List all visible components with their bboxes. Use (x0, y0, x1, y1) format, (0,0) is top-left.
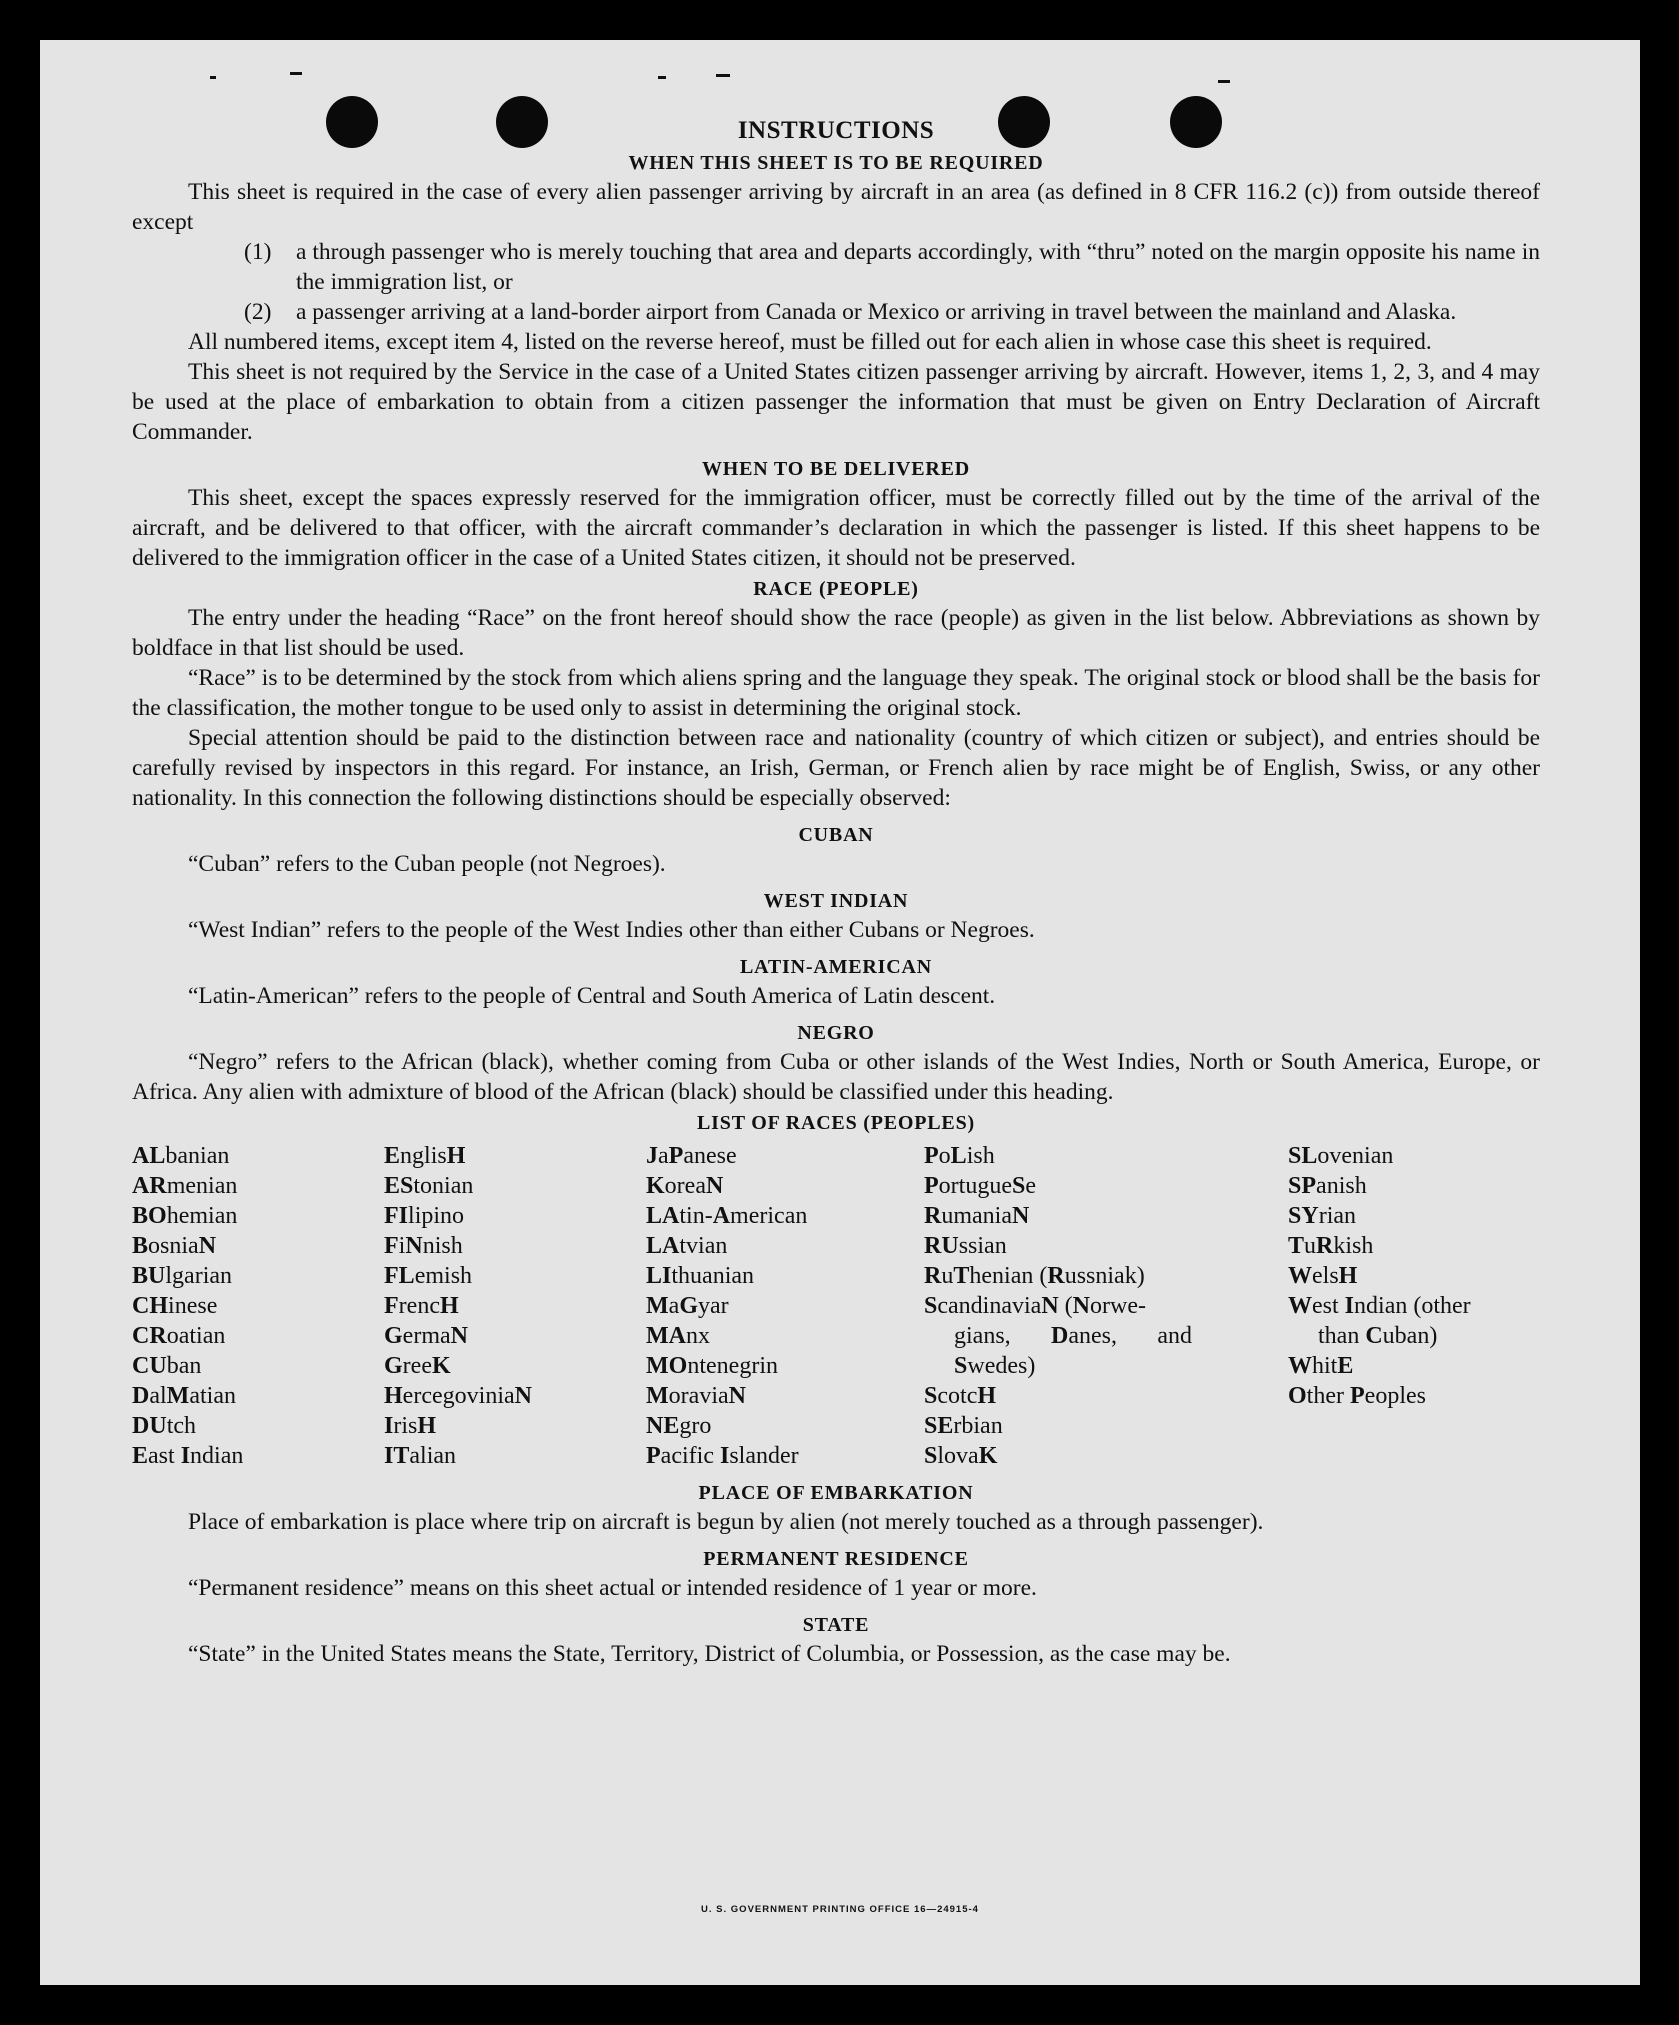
race-entry: SlovaK (924, 1443, 998, 1469)
race-entry: FrencH (384, 1293, 459, 1319)
definition-text: “Negro” refers to the African (black), whether coming from Cuba or other islands of the West Indies, North or South America, Europe, or Africa. Any alien with admixture of blood of the African (black) should be classified under this heading. (132, 1049, 1540, 1105)
race-entry: ARmenian (132, 1173, 238, 1199)
races-column (132, 1141, 384, 1471)
paragraph: This sheet is required in the case of every alien passenger arriving by aircraft in an area (as defined in 8 CFR 116.2 (c)) from outside thereof except (132, 179, 1540, 235)
print-speck (658, 76, 666, 79)
races-column (1288, 1141, 1538, 1471)
definition-heading: WEST INDIAN (763, 890, 909, 912)
print-speck (290, 72, 302, 75)
section-heading: WHEN THIS SHEET IS TO BE REQUIRED (628, 152, 1044, 174)
list-item (244, 297, 1540, 327)
definition-text: “Cuban” refers to the Cuban people (not Negroes). (188, 851, 666, 877)
paragraph: The entry under the heading “Race” on the front hereof should show the race (people) as given in the list below. Abbreviations as shown by boldface in that list should be used. (132, 605, 1540, 661)
section-heading: WHEN TO BE DELIVERED (701, 458, 971, 480)
race-entry: NEgro (646, 1413, 712, 1439)
paragraph: This sheet is not required by the Service in the case of a United States citizen passenger arriving by aircraft. However, items 1, 2, 3, and 4 may be used at the place of embarkation to obtain from a citizen passenger the information that must be given on Entry Declaration of Aircraft Commander. (132, 359, 1540, 445)
races-column (646, 1141, 924, 1471)
print-speck (1218, 80, 1230, 83)
races-list-heading: LIST OF RACES (PEOPLES) (697, 1112, 975, 1134)
definition-heading: CUBAN (798, 824, 874, 846)
printer-imprint: U. S. GOVERNMENT PRINTING OFFICE 16—24915-4 (701, 1904, 979, 1915)
race-entry: RUssian (924, 1233, 1007, 1259)
race-entry: IrisH (384, 1413, 437, 1439)
definition-text: “Latin-American” refers to the people of Central and South America of Latin descent. (188, 983, 996, 1009)
item-number: (1) (244, 239, 272, 265)
race-entry: GreeK (384, 1353, 451, 1379)
race-entry: BosniaN (132, 1233, 217, 1259)
race-entry: MaGyar (646, 1293, 729, 1319)
paragraph: All numbered items, except item 4, listed on the reverse hereof, must be filled out for each alien in whose case this sheet is required. (188, 329, 1432, 355)
race-entry: than Cuban) (1318, 1323, 1438, 1349)
race-entry: LAtin-American (646, 1203, 808, 1229)
section-heading: RACE (PEOPLE) (753, 578, 919, 600)
item-text: a through passenger who is merely touching that area and departs accordingly, with “thru” noted on the margin opposite his name in the immigration list, or (296, 239, 1540, 295)
race-entry: GermaN (384, 1323, 468, 1349)
race-entry: ITalian (384, 1443, 457, 1469)
paragraph: Place of embarkation is place where trip on aircraft is begun by alien (not merely touched as a through passenger). (188, 1509, 1264, 1535)
race-entry: DUtch (132, 1413, 197, 1439)
race-entry: ALbanian (132, 1143, 230, 1169)
races-list (132, 1141, 1540, 1471)
race-entry: West Indian (other (1288, 1293, 1471, 1319)
races-column (924, 1141, 1288, 1471)
race-entry: CHinese (132, 1293, 218, 1319)
race-entry: WhitE (1288, 1353, 1354, 1379)
race-entry: PortugueSe (924, 1173, 1037, 1199)
section-heading: STATE (802, 1614, 870, 1636)
race-entry: SPanish (1288, 1173, 1367, 1199)
race-entry: LIthuanian (646, 1263, 755, 1289)
races-column (384, 1141, 646, 1471)
race-entry: ScotcH (924, 1383, 997, 1409)
race-entry: RuThenian (Russniak) (924, 1263, 1145, 1289)
race-entry: CRoatian (132, 1323, 226, 1349)
paragraph: This sheet, except the spaces expressly reserved for the immigration officer, must be correctly filled out by the time of the arrival of the aircraft, and be delivered to that officer, with the aircraft commander’s declaration in which the passenger is listed. If this sheet happens to be delivered to the immigration officer in the case of a United States citizen, it should not be preserved. (132, 485, 1540, 571)
race-entry: MAnx (646, 1323, 710, 1349)
race-entry: MoraviaN (646, 1383, 746, 1409)
race-entry: Swedes) (954, 1353, 1036, 1379)
race-entry: CUban (132, 1353, 202, 1379)
paragraph: “Permanent residence” means on this sheet actual or intended residence of 1 year or more. (188, 1575, 1037, 1601)
race-entry: Other Peoples (1288, 1383, 1426, 1409)
document-page (40, 40, 1640, 1985)
race-entry: SErbian (924, 1413, 1003, 1439)
race-entry: DalMatian (132, 1383, 236, 1409)
list-item (244, 237, 1540, 297)
race-entry: FIlipino (384, 1203, 465, 1229)
paragraph: “Race” is to be determined by the stock from which aliens spring and the language they speak. The original stock or blood shall be the basis for the classification, the mother tongue to be used only to assist in determining the original stock. (132, 665, 1540, 721)
print-speck (716, 74, 730, 77)
race-entry: MOntenegrin (646, 1353, 778, 1379)
item-number: (2) (244, 299, 272, 325)
race-entry: EStonian (384, 1173, 474, 1199)
print-speck (210, 76, 216, 79)
race-entry: ScandinaviaN (Norwe- (924, 1293, 1147, 1319)
race-entry: East Indian (132, 1443, 244, 1469)
page-title: INSTRUCTIONS (737, 117, 935, 144)
race-entry: KoreaN (646, 1173, 724, 1199)
definition-heading: LATIN-AMERICAN (740, 956, 932, 978)
race-entry: SLovenian (1288, 1143, 1394, 1169)
race-entry: Pacific Islander (646, 1443, 799, 1469)
race-entry: gians, Danes, and (954, 1323, 1192, 1349)
race-entry: PoLish (924, 1143, 995, 1169)
race-entry: HercegoviniaN (384, 1383, 532, 1409)
race-entry: BUlgarian (132, 1263, 233, 1289)
section-heading: PLACE OF EMBARKATION (698, 1482, 974, 1504)
race-entry: JaPanese (646, 1143, 737, 1169)
race-entry: FLemish (384, 1263, 473, 1289)
race-entry: FiNnish (384, 1233, 463, 1259)
section-heading: PERMANENT RESIDENCE (703, 1548, 969, 1570)
definition-heading: NEGRO (797, 1022, 875, 1044)
race-entry: WelsH (1288, 1263, 1358, 1289)
item-text: a passenger arriving at a land-border airport from Canada or Mexico or arriving in travel between the mainland and Alaska. (296, 299, 1457, 325)
paragraph: “State” in the United States means the State, Territory, District of Columbia, or Possession, as the case may be. (188, 1641, 1231, 1667)
race-entry: LAtvian (646, 1233, 728, 1259)
race-entry: TuRkish (1288, 1233, 1374, 1259)
race-entry: SYrian (1288, 1203, 1357, 1229)
instructions-body (132, 115, 1540, 1669)
race-entry: RumaniaN (924, 1203, 1030, 1229)
race-entry: EnglisH (384, 1143, 466, 1169)
paragraph: Special attention should be paid to the distinction between race and nationality (country of which citizen or subject), and entries should be carefully revised by inspectors in this regard. For instance, an Irish, German, or French alien by race might be of English, Swiss, or any other nationality. In this connection the following distinctions should be especially observed: (132, 725, 1540, 811)
race-entry: BOhemian (132, 1203, 238, 1229)
definition-text: “West Indian” refers to the people of the West Indies other than either Cubans or Negroes. (188, 917, 1035, 943)
